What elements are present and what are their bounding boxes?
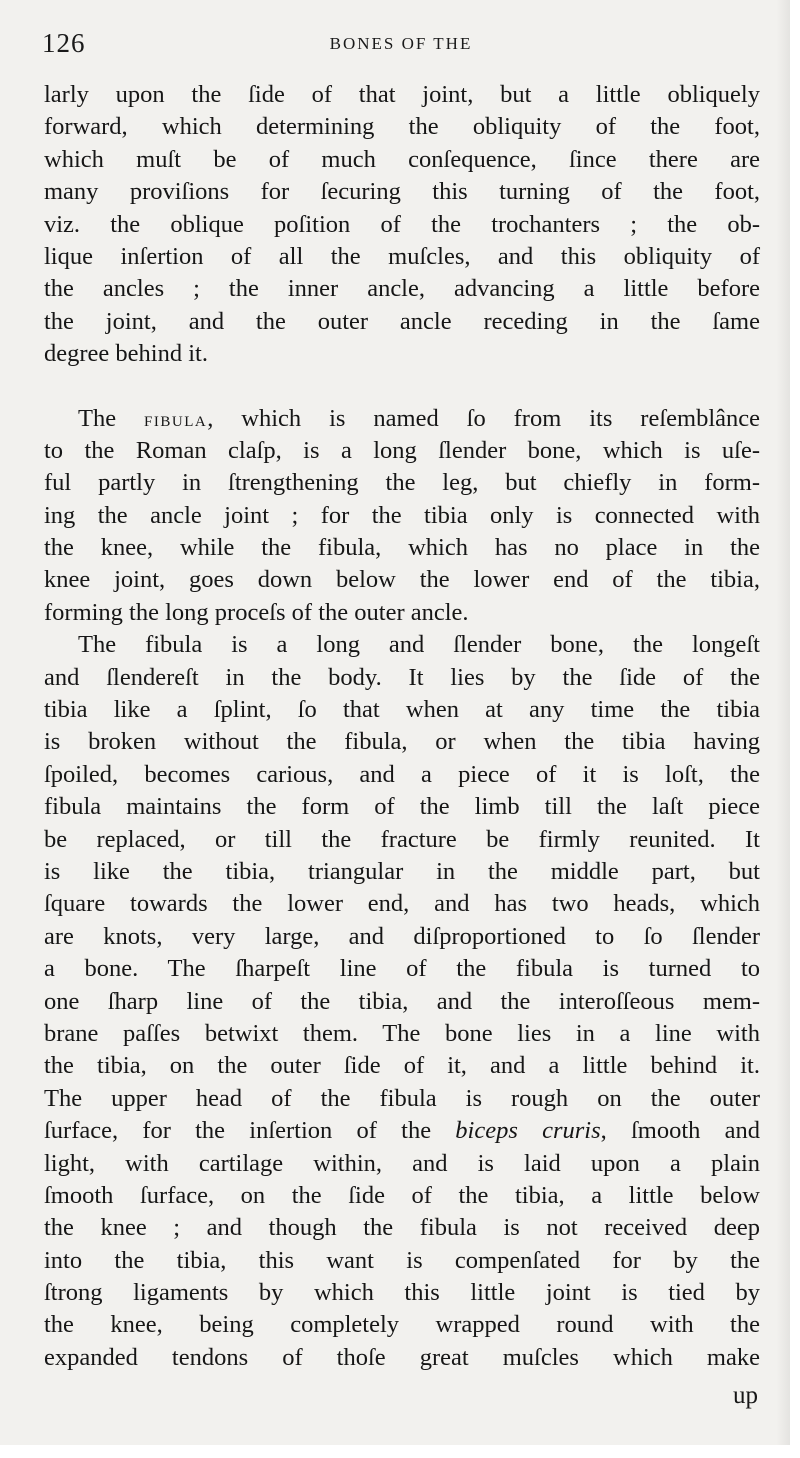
page-header — [42, 28, 760, 68]
text-line: which muſt be of much conſequence, ſince there are — [44, 145, 760, 173]
text-fragment: The — [78, 404, 145, 432]
text-line: The upper head of the fibula is rough on the outer — [44, 1084, 760, 1112]
running-head: BONES OF THE — [329, 34, 473, 53]
text-line: the knee ; and though the fibula is not received deep — [44, 1214, 760, 1242]
text-line: ſpoiled, becomes carious, and a piece of it is loſt, the — [44, 760, 760, 788]
text-line: forming the long proceſs of the outer ancle. — [44, 598, 469, 626]
text-line: tibia like a ſplint, ſo that when at any time the tibia — [44, 696, 760, 724]
text-line: forward, which determining the obliquity of the foot, — [44, 113, 760, 141]
term-fibula: fibula — [144, 405, 208, 431]
text-line: and ſlendereſt in the body. It lies by the ſide of the — [44, 663, 760, 691]
text-line: fibula maintains the form of the limb till the laſt piece — [44, 793, 760, 821]
text-line: is like the tibia, triangular in the middle part, but — [44, 857, 760, 885]
text-line: brane paſſes betwixt them. The bone lies in a line with — [44, 1019, 760, 1047]
text-line: one ſharp line of the tibia, and the interoſſeous mem- — [44, 987, 760, 1015]
text-line: is broken without the fibula, or when the tibia having — [44, 728, 760, 756]
paragraph-continuation — [44, 79, 760, 371]
text-line: viz. the oblique poſition of the trochanters ; the ob- — [44, 210, 760, 238]
text-line: the ancles ; the inner ancle, advancing a little before — [44, 275, 760, 303]
latin-term-biceps-cruris: biceps cruris — [455, 1117, 601, 1145]
paragraph-gap — [44, 371, 760, 403]
text-line: many proviſions for ſecuring this turning of the foot, — [44, 178, 760, 206]
text-line: knee joint, goes down below the lower end of the tibia, — [44, 566, 760, 594]
body-text — [44, 79, 760, 1374]
text-line: ful partly in ſtrengthening the leg, but chiefly in form- — [44, 469, 760, 497]
text-line: ing the ancle joint ; for the tibia only is connected with — [44, 501, 760, 529]
text-fragment: , which is named ſo from its reſemblânce — [207, 404, 760, 432]
text-line: expanded tendons of thoſe great muſcles which make — [44, 1343, 760, 1371]
text-line: larly upon the ſide of that joint, but a little obliquely — [44, 81, 760, 108]
text-line: The fibula is a long and ſlender bone, the longeſt — [78, 631, 760, 659]
text-fragment: ſurface, for the inſertion of the — [44, 1117, 456, 1145]
paragraph-fibula-intro — [44, 403, 760, 630]
paragraph-fibula-description — [44, 629, 760, 1374]
text-line: the knee, while the fibula, which has no place in the — [44, 534, 760, 562]
text-line: the knee, being completely wrapped round with the — [44, 1311, 760, 1339]
text-line: the tibia, on the outer ſide of it, and a little behind it. — [44, 1052, 760, 1080]
text-line: ſquare towards the lower end, and has two heads, which — [44, 890, 760, 918]
text-line: a bone. The ſharpeſt line of the fibula is turned to — [44, 955, 760, 983]
text-line: the joint, and the outer ancle receding in the ſame — [44, 307, 760, 335]
text-line — [44, 1115, 760, 1147]
text-line: ſmooth ſurface, on the ſide of the tibia, a little below — [44, 1181, 760, 1209]
text-line — [44, 403, 760, 435]
page-number: 126 — [42, 28, 86, 58]
catchword: up — [733, 1382, 758, 1409]
text-line: lique inſertion of all the muſcles, and this obliquity of — [44, 242, 760, 270]
text-line: light, with cartilage within, and is laid upon a plain — [44, 1149, 760, 1177]
text-line: degree behind it. — [44, 340, 208, 368]
text-line: are knots, very large, and diſproportioned to ſo ſlender — [44, 922, 760, 950]
text-fragment: , ſmooth and — [600, 1117, 760, 1145]
text-line: into the tibia, this want is compenſated for by the — [44, 1246, 760, 1274]
text-line: ſtrong ligaments by which this little joint is tied by — [44, 1279, 760, 1307]
text-line: to the Roman claſp, is a long ſlender bone, which is uſe- — [44, 436, 760, 464]
text-line: be replaced, or till the fracture be firmly reunited. It — [44, 825, 760, 853]
